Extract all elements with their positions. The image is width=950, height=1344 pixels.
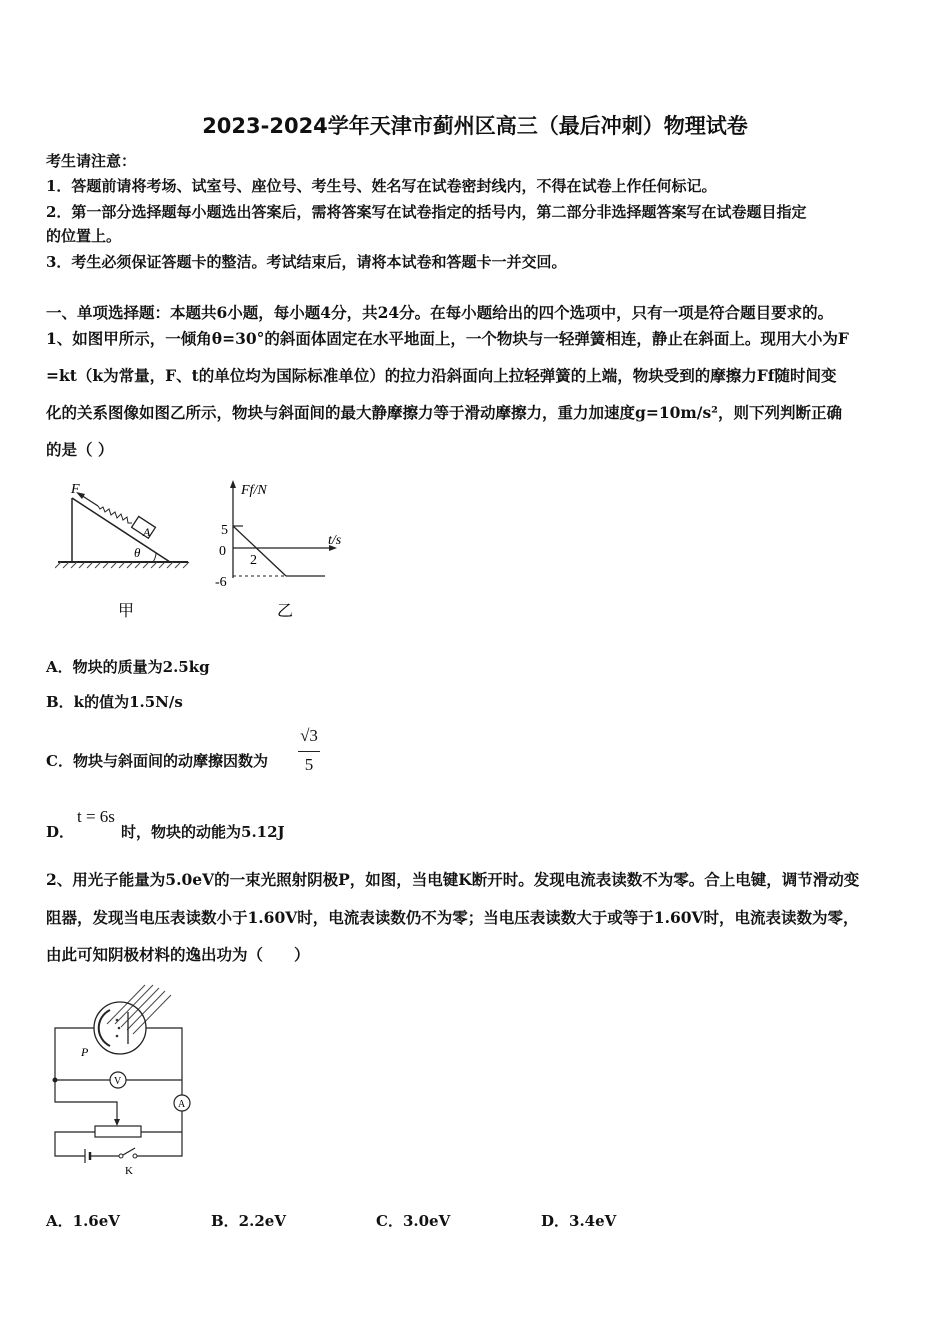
q1-option-b[interactable]: B．k的值为1.5N/s [46,693,183,711]
q1-option-d-math: t = 6s [77,807,115,826]
graph-xlabel: t/s [328,533,342,548]
figure-yi-caption: 乙 [277,603,294,620]
fraction-numerator: √3 [300,726,318,745]
q1-option-d-text[interactable]: 时，物块的动能为5.12J [121,823,285,841]
notice-line-3: 3．考生必须保证答题卡的整洁。考试结束后，请将本试卷和答题卡一并交回。 [46,253,567,271]
q1-line-3: 化的关系图像如图乙所示，物块与斜面间的最大静摩擦力等于滑动摩擦力，重力加速度g=10m/s²，则下列判断正确 [46,403,842,422]
notice-line-2b: 的位置上。 [46,227,122,245]
voltmeter-label: V [114,1076,122,1087]
section-heading: 一、单项选择题：本题共6小题，每小题4分，共24分。在每小题给出的四个选项中，只有一项是符合题目要求的。 [46,303,834,322]
fraction-bar [298,751,320,752]
incline-figure [55,478,195,623]
tick-0: 0 [219,544,226,559]
q2-option-d[interactable]: D．3.4eV [541,1212,617,1230]
q1-line-1: 1、如图甲所示，一倾角θ=30°的斜面体固定在水平地面上，一个物块与一轻弹簧相连，静止在斜面上。现用大小为F [46,329,849,348]
friction-time-graph [205,478,355,623]
q1-line-2: =kt（k为常量，F、t的单位均为国际标准单位）的拉力沿斜面向上拉轻弹簧的上端，物块受到的摩擦力Ff随时间变 [46,366,837,385]
cathode-label: P [81,1045,89,1059]
page-title: 2023-2024学年天津市蓟州区高三（最后冲刺）物理试卷 [202,114,748,138]
q1-option-d-prefix[interactable]: D． [46,823,75,841]
figure-jia-caption: 甲 [118,603,135,620]
notice-heading: 考生请注意： [46,152,137,170]
tick-5: 5 [221,523,228,538]
force-label: F [71,482,80,497]
q2-line-2: 阻器，发现当电压表读数小于1.60V时，电流表读数仍不为零；当电压表读数大于或等于1.60V时，电流表读数为零， [46,908,859,927]
photoelectric-circuit [45,982,205,1182]
q2-line-3: 由此可知阴极材料的逸出功为（ ） [46,945,310,964]
tick-neg6: -6 [215,575,227,590]
ammeter-label: A [178,1099,186,1110]
theta-label: θ [134,545,141,560]
q1-option-c[interactable]: C．物块与斜面间的动摩擦因数为 [46,752,268,770]
q2-option-c[interactable]: C．3.0eV [376,1212,451,1230]
q2-line-1: 2、用光子能量为5.0eV的一束光照射阴极P，如图，当电键K断开时。发现电流表读数不为零。合上电键，调节滑动变 [46,870,860,889]
switch-label: K [125,1165,133,1177]
block-label: A [143,525,151,539]
graph-ylabel: Ff/N [241,483,267,498]
tick-2: 2 [250,553,257,568]
q2-option-a[interactable]: A．1.6eV [46,1212,120,1230]
notice-line-1: 1．答题前请将考场、试室号、座位号、考生号、姓名写在试卷密封线内，不得在试卷上作任何标记。 [46,177,717,195]
q2-option-b[interactable]: B．2.2eV [211,1212,286,1230]
notice-line-2a: 2．第一部分选择题每小题选出答案后，需将答案写在试卷指定的括号内，第二部分非选择题答案写在试卷题目指定 [46,203,807,221]
q1-line-4: 的是（ ） [46,440,114,459]
q1-option-a[interactable]: A．物块的质量为2.5kg [46,658,210,676]
fraction-denominator: 5 [304,755,314,774]
